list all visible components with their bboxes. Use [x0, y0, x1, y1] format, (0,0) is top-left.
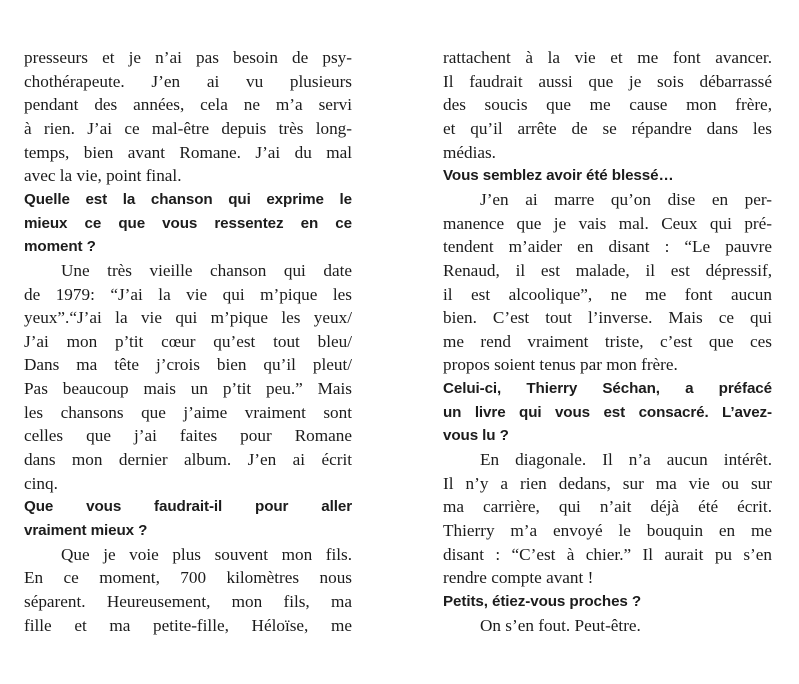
text-line: Il faudrait aussi que je sois débarrassé — [443, 71, 772, 91]
text-line: séparent. Heureusement, mon fils, ma — [24, 591, 352, 611]
text-line: On s’en fout. Peut-être. — [480, 615, 641, 635]
text-line: En ce moment, 700 kilomètres nous — [24, 568, 352, 588]
text-line: Dans ma tête j’crois bien qu’il pleut/ — [24, 355, 352, 375]
text-line: tendent m’aider en disant : “Le pauvre — [443, 237, 772, 257]
text-line: les chansons que j’aime vraiment sont — [24, 402, 352, 422]
question-line: mieux ce que vous ressentez en ce — [24, 214, 352, 232]
text-line: des soucis que me cause mon frère, — [443, 95, 772, 115]
text-line: Il n’y a rien dedans, sur ma vie ou sur — [443, 473, 772, 493]
question-line: Quelle est la chanson qui exprime le — [24, 190, 352, 208]
question-line: Que vous faudrait-il pour aller — [24, 498, 352, 516]
text-line: à rien. J’ai ce mal-être depuis très long- — [24, 118, 352, 138]
text-line: de 1979: “J’ai la vie qui m’pique les — [24, 284, 352, 304]
text-line: Renaud, il est malade, il est dépressif, — [443, 260, 772, 280]
text-line: celles que j’ai faites pour Romane — [24, 426, 352, 446]
text-line: Une très vieille chanson qui date — [61, 260, 352, 280]
text-line: me rend vraiment triste, c’est que ces — [443, 331, 772, 351]
text-line: Pas beaucoup mais un p’tit peu.” Mais — [24, 379, 352, 399]
text-line: yeux”.“J’ai la vie qui m’pique les yeux/ — [24, 308, 352, 328]
text-line: et qu’il arrête de se répandre dans les — [443, 118, 772, 138]
text-line: disant : “C’est à chier.” Il aurait pu s’en — [443, 544, 772, 564]
question-line: moment ? — [24, 238, 96, 256]
text-line: presseurs et je n’ai pas besoin de psy- — [24, 48, 352, 67]
text-line: En diagonale. Il n’a aucun intérêt. — [480, 450, 772, 470]
text-line: médias. — [443, 142, 496, 162]
text-line: ma carrière, qui n’ait déjà été écrit. — [443, 497, 772, 517]
text-line: bien. C’est tout l’inverse. Mais ce qui — [443, 308, 772, 328]
question-line: vous lu ? — [443, 427, 509, 445]
text-line: Que je voie plus souvent mon fils. — [61, 544, 352, 564]
text-line: manence que je vais mal. Ceux qui pré- — [443, 213, 772, 233]
text-line: fille et ma petite-fille, Héloïse, me — [24, 615, 352, 635]
text-line: dans mon dernier album. J’en ai écrit — [24, 450, 352, 470]
question-line: Celui-ci, Thierry Séchan, a préfacé — [443, 380, 772, 398]
text-line: chothérapeute. J’en ai vu plusieurs — [24, 71, 352, 91]
text-line: J’ai mon p’tit cœur qu’est tout bleu/ — [24, 331, 352, 351]
text-line: Thierry m’a envoyé le bouquin en me — [443, 521, 772, 540]
text-line: rendre compte avant ! — [443, 568, 594, 588]
text-line: pendant des années, cela ne m’a servi — [24, 95, 352, 115]
text-line: temps, bien avant Romane. J’ai du mal — [24, 142, 352, 162]
text-line: il est alcoolique”, ne me font aucun — [443, 284, 772, 304]
text-line: propos soient tenus par mon frère. — [443, 355, 678, 375]
question-line: Vous semblez avoir été blessé… — [443, 167, 674, 185]
text-line: cinq. — [24, 473, 58, 493]
question-line: Petits, étiez-vous proches ? — [443, 592, 642, 610]
text-line: rattachent à la vie et me font avancer. — [443, 48, 772, 67]
question-line: un livre qui vous est consacré. L’avez- — [443, 403, 772, 421]
question-line: vraiment mieux ? — [24, 522, 148, 539]
text-line: J’en ai marre qu’on dise en per- — [480, 189, 772, 209]
text-line: avec la vie, point final. — [24, 166, 182, 186]
